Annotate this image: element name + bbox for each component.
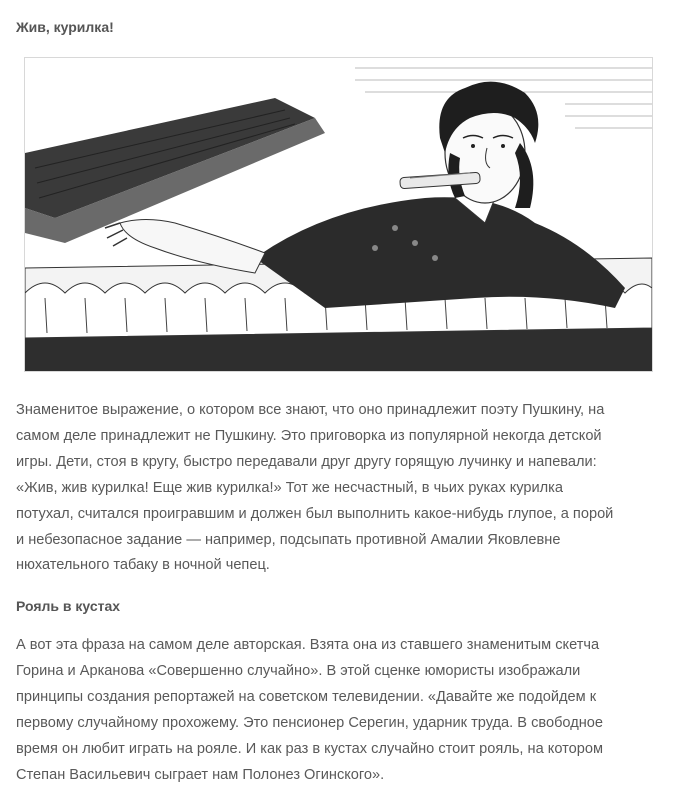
section-paragraph [16,398,666,579]
paragraph-line: самом деле принадлежит не Пушкину. Это приговорка из популярной некогда детской [16,427,602,444]
paragraph-line: потухал, считался проигравшим и должен был выполнить какое-нибудь глупое, а порой [16,505,614,522]
section-heading: Жив, курилка! [16,19,114,35]
paragraph-line: Знаменитое выражение, о котором все знают, что оно принадлежит поэту Пушкину, на [16,402,605,418]
section-paragraph [16,633,666,788]
article-illustration [24,57,653,372]
paragraph-line: и небезопасное задание — например, подсыпать противной Амалии Яковлевне [16,531,561,548]
paragraph-line: А вот эта фраза на самом деле авторская. Взята она из ставшего знаменитым скетча [16,637,600,653]
paragraph-line: «Жив, жив курилка! Еще жив курилка!» Тот же несчастный, в чьих руках курилка [16,479,563,496]
paragraph-line: Горина и Арканова «Совершенно случайно». В этой сценке юмористы изображали [16,662,581,679]
paragraph-line: принципы создания репортажей на советском телевидении. «Давайте же подойдем к [16,688,597,705]
section-heading: Рояль в кустах [16,598,121,614]
paragraph-line: нюхательного табаку в ночной чепец. [16,557,270,574]
paragraph-line: Степан Васильевич сыграет нам Полонез Огинского». [16,766,385,783]
paragraph-line: первому случайному прохожему. Это пенсионер Серегин, ударник труда. В свободное [16,714,604,731]
paragraph-line: время он любит играть на рояле. И как раз в кустах случайно стоит рояль, на котором [16,740,604,757]
paragraph-line: игры. Дети, стоя в кругу, быстро передавали друг другу горящую лучинку и напевали: [16,453,597,470]
